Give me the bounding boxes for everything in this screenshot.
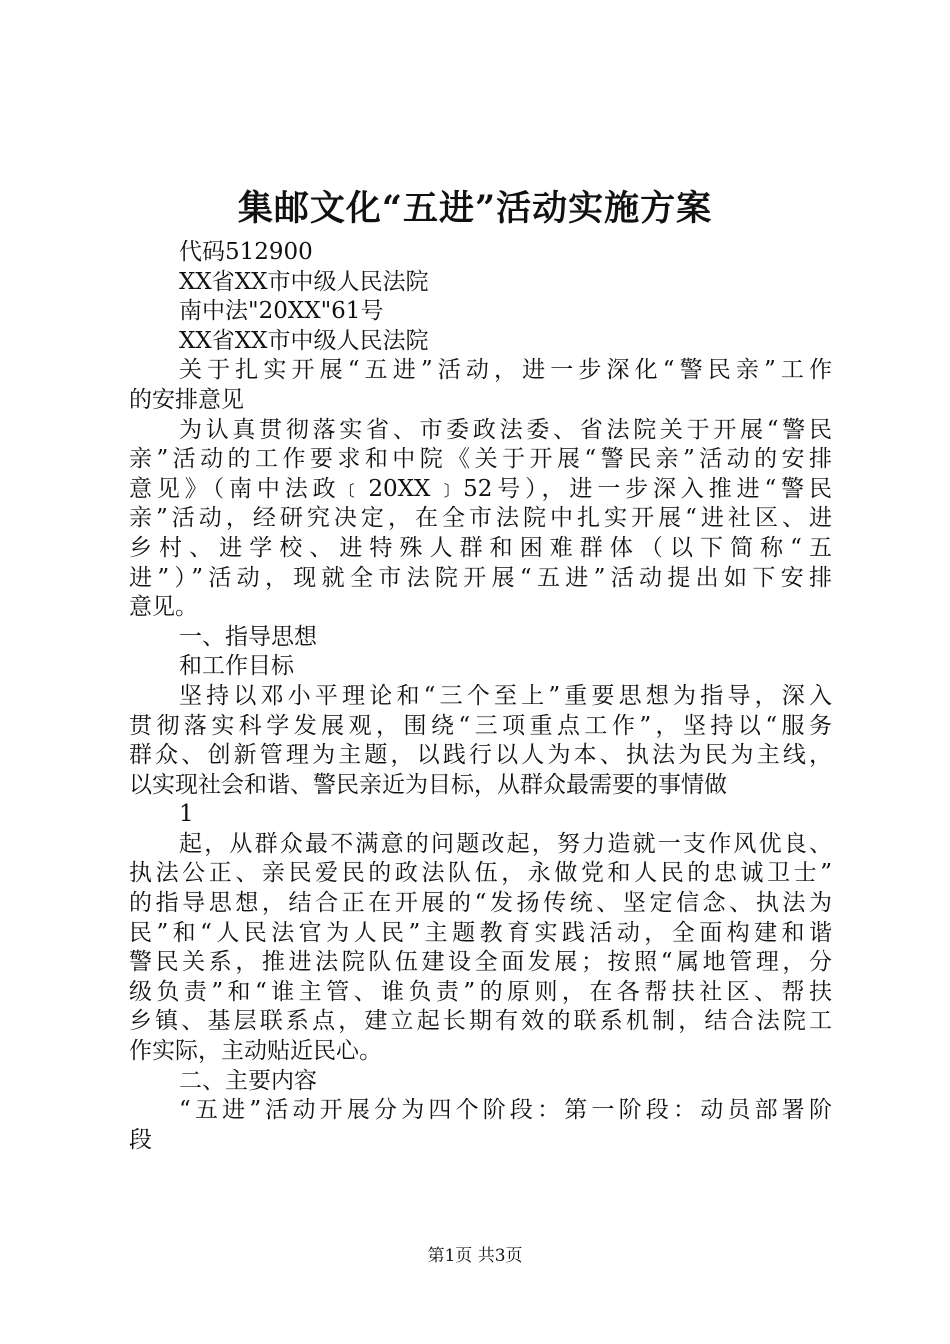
document-body — [129, 238, 832, 1155]
doc-line: 民”和“人民法官为人民”主题教育实践活动，全面构建和谐 — [129, 919, 832, 946]
doc-line: 执法公正、亲民爱民的政法队伍，永做党和人民的忠诚卫士” — [129, 860, 832, 887]
section-heading: 和工作目标 — [179, 653, 294, 680]
doc-line: “五进”活动开展分为四个阶段：第一阶段：动员部署阶 — [179, 1097, 832, 1124]
inline-page-number: 1 — [179, 801, 194, 828]
doc-line: 为认真贯彻落实省、市委政法委、省法院关于开展“警民 — [179, 416, 832, 443]
doc-line: 群众、创新管理为主题，以践行以人为本、执法为民为主线， — [129, 742, 832, 769]
doc-line: 意见》（南中法政﹝20XX﹞52号），进一步深入推进“警民 — [129, 475, 832, 502]
doc-line: 坚持以邓小平理论和“三个至上”重要思想为指导，深入 — [179, 682, 832, 709]
doc-line: 乡村、进学校、进特殊人群和困难群体（以下简称“五 — [129, 534, 832, 561]
section-heading: 一、指导思想 — [179, 623, 317, 650]
page-footer: 第1页 共3页 — [427, 1246, 523, 1266]
doc-line: 代码512900 — [179, 239, 313, 265]
doc-line: 的安排意见 — [129, 386, 244, 413]
doc-line: 贯彻落实科学发展观，围绕“三项重点工作”，坚持以“服务 — [129, 712, 832, 739]
doc-line: XX省XX市中级人民法院 — [179, 327, 429, 354]
section-heading: 二、主要内容 — [179, 1067, 317, 1094]
doc-line: XX省XX市中级人民法院 — [179, 268, 429, 295]
doc-line: 的指导思想，结合正在开展的“发扬传统、坚定信念、执法为 — [129, 890, 832, 917]
document-title: 集邮文化“五进”活动实施方案 — [237, 188, 713, 229]
doc-line: 起，从群众最不满意的问题改起，努力造就一支作风优良、 — [179, 830, 832, 857]
doc-line: 警民关系，推进法院队伍建设全面发展；按照“属地管理，分 — [129, 949, 832, 976]
doc-line: 作实际，主动贴近民心。 — [129, 1038, 382, 1065]
doc-line: 意见。 — [129, 594, 198, 621]
doc-line: 段 — [129, 1126, 152, 1153]
doc-line: 亲”活动，经研究决定，在全市法院中扎实开展“进社区、进 — [129, 505, 832, 532]
doc-line: 进”）”活动，现就全市法院开展“五进”活动提出如下安排 — [129, 564, 832, 591]
doc-line: 以实现社会和谐、警民亲近为目标，从群众最需要的事情做 — [129, 771, 727, 798]
doc-line: 亲”活动的工作要求和中院《关于开展“警民亲”活动的安排 — [129, 446, 832, 473]
doc-line: 南中法"20XX"61号 — [179, 298, 384, 325]
doc-line: 关于扎实开展“五进”活动，进一步深化“警民亲”工作 — [179, 357, 832, 384]
doc-line: 级负责”和“谁主管、谁负责”的原则，在各帮扶社区、帮扶 — [129, 978, 832, 1005]
doc-line: 乡镇、基层联系点，建立起长期有效的联系机制，结合法院工 — [129, 1008, 832, 1035]
